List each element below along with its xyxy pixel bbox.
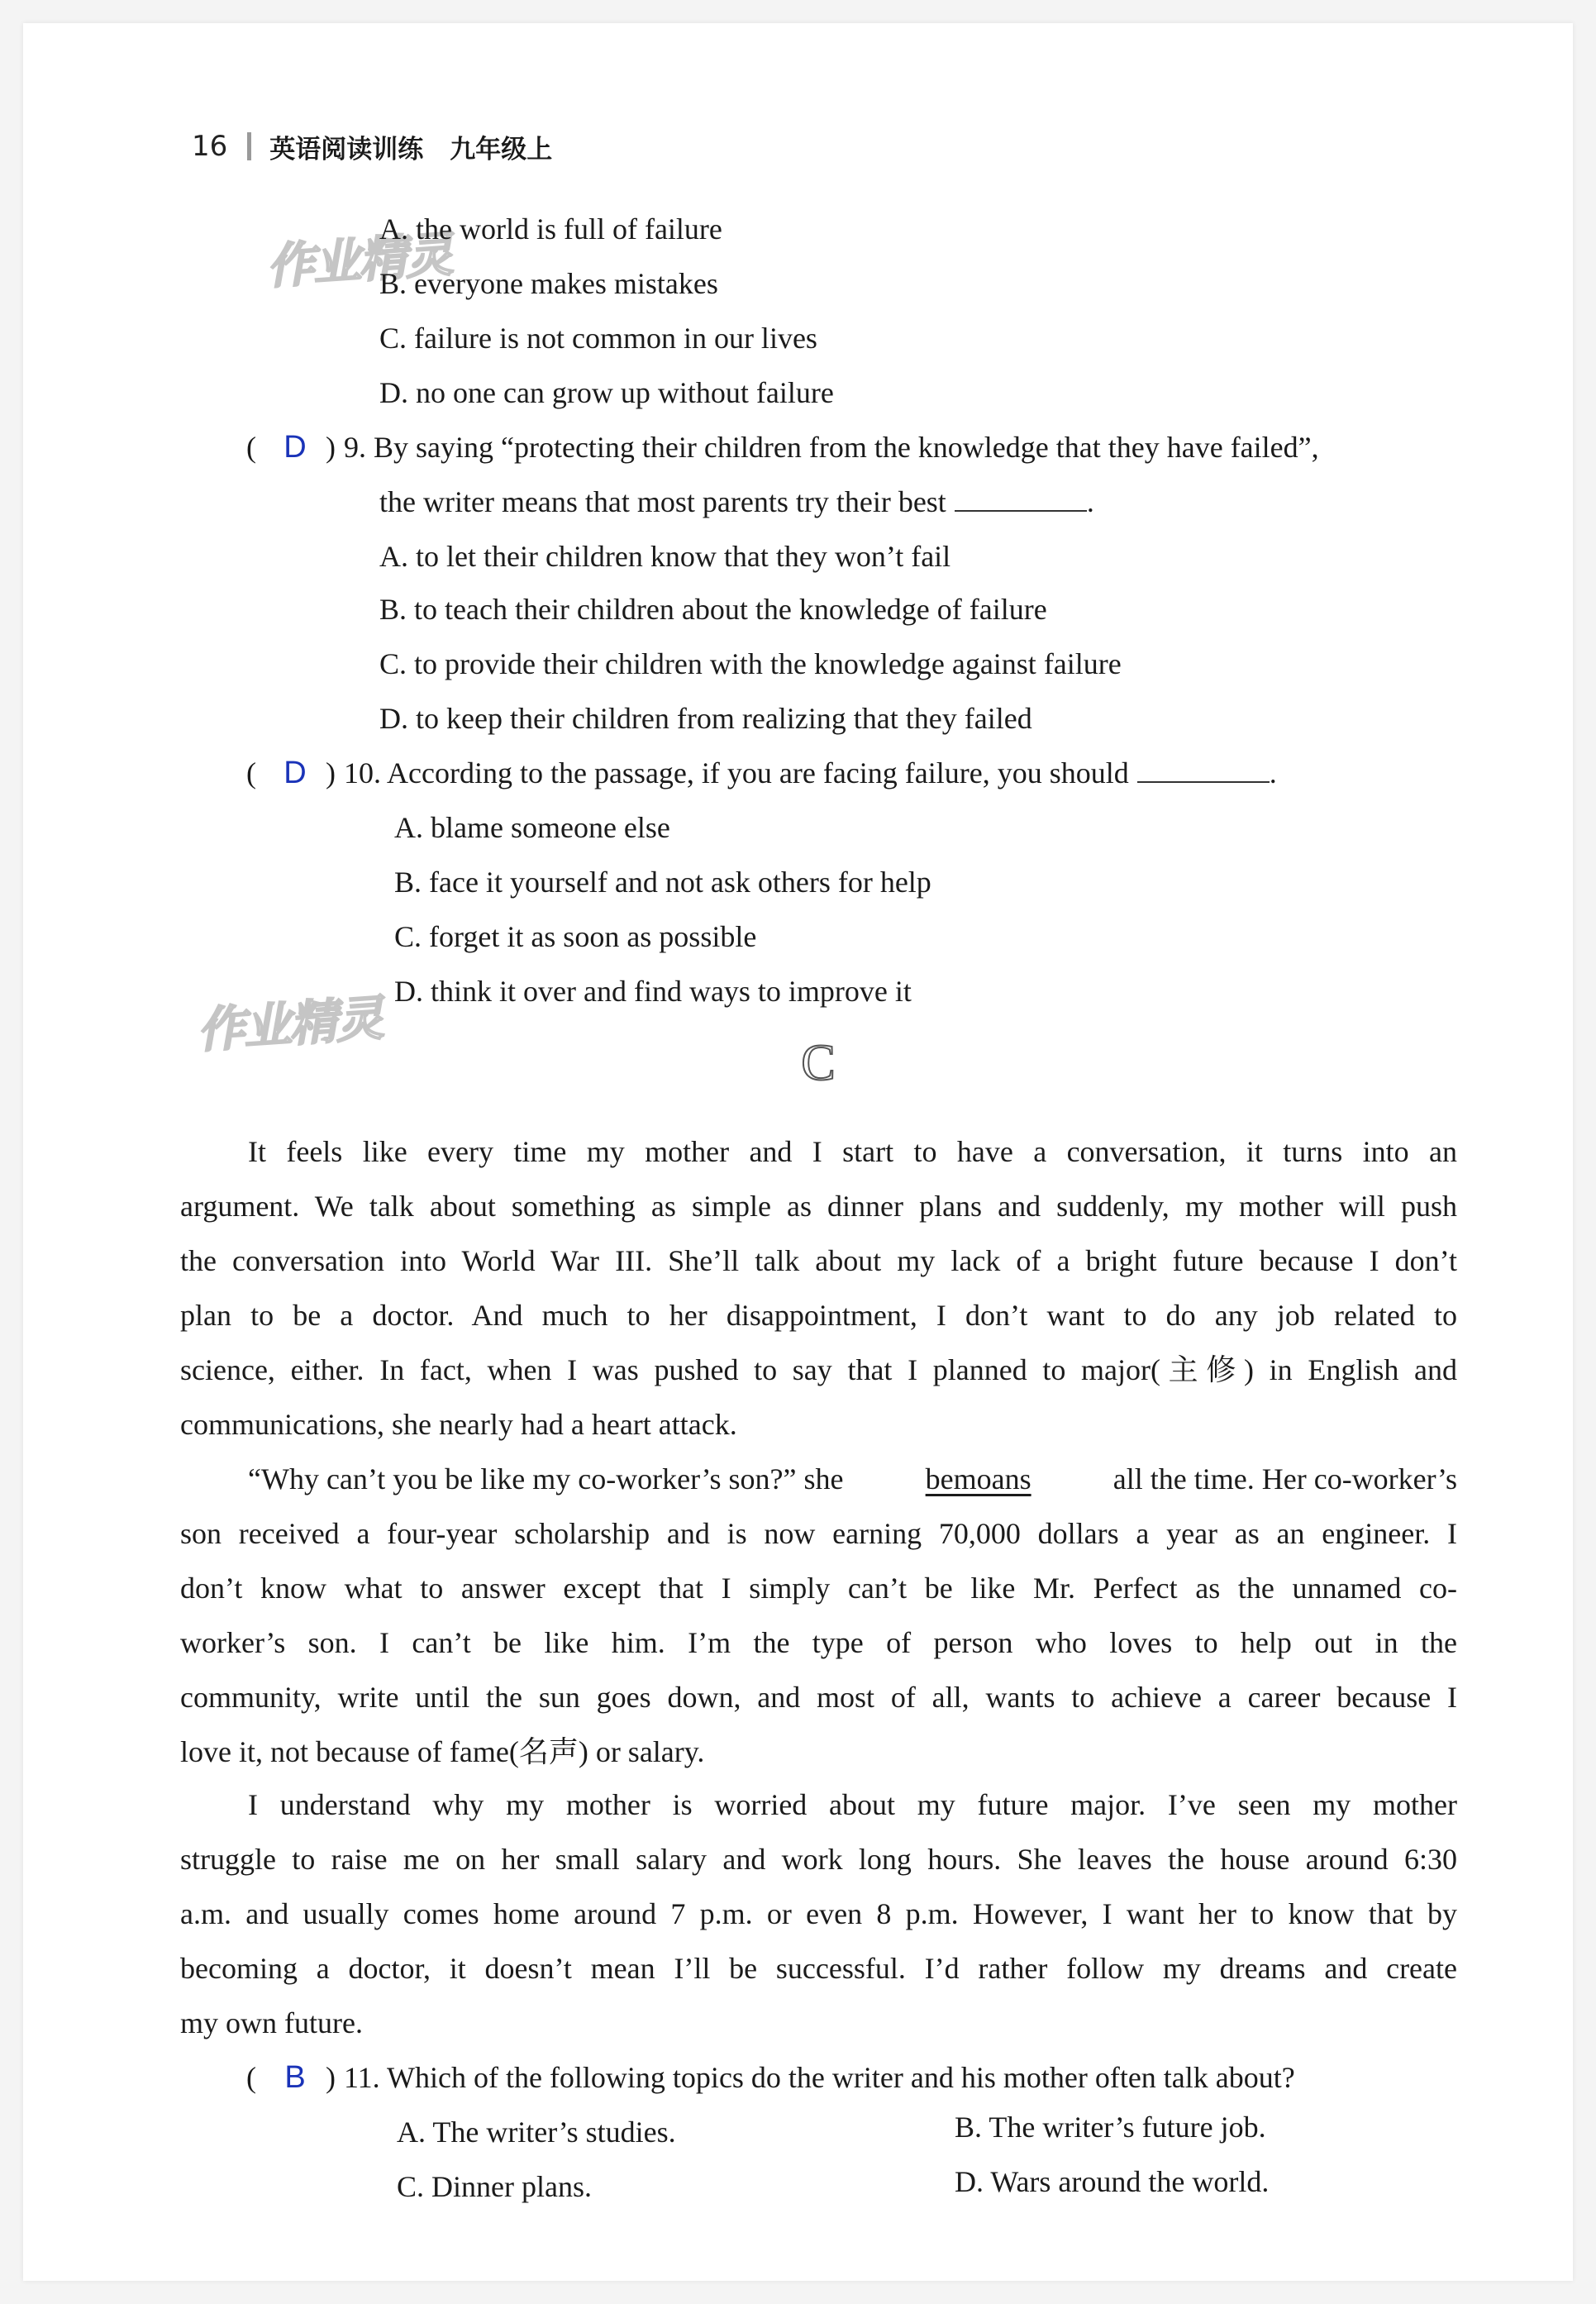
q10-line1-end: . (1269, 756, 1277, 789)
q9-stem (246, 427, 1319, 468)
q8-option-a: A. the world is full of failure (379, 212, 722, 246)
passage-line: community, write until the sun goes down, and most of all, wants to achieve a career because I (180, 1681, 1457, 1714)
page-header (192, 126, 552, 167)
passage-line: I understand why my mother is worried about my future major. I’ve seen my mother (248, 1788, 1457, 1821)
passage-line: the conversation into World War III. She’ll talk about my lack of a bright future because I don’t (180, 1244, 1457, 1277)
q11-stem (246, 2057, 1295, 2098)
q11-option-a: A. The writer’s studies. (397, 2116, 676, 2149)
q9-line2-end: . (1086, 485, 1094, 518)
passage-text: all the time. Her co-worker’s (1112, 1462, 1457, 1495)
q10-option-a: A. blame someone else (394, 811, 670, 844)
q10-text: 10. According to the passage, if you are facing failure, you should (344, 756, 1129, 789)
passage-line (248, 1458, 1457, 1500)
passage-line: plan to be a doctor. And much to her disappointment, I don’t want to do any job related to (180, 1299, 1457, 1332)
passage-line: science, either. In fact, when I was pushed to say that I planned to major(主修) in English and (180, 1353, 1457, 1386)
q10-stem (246, 752, 1277, 794)
q8-option-c: C. failure is not common in our lives (379, 322, 817, 355)
q8-option-b: B. everyone makes mistakes (379, 267, 718, 300)
header-divider (247, 132, 251, 160)
passage-line: son received a four-year scholarship and is now earning 70,000 dollars a year as an engineer. I (180, 1517, 1457, 1550)
q8-option-d: D. no one can grow up without failure (379, 376, 834, 409)
passage-line: struggle to raise me on her small salary and work long hours. She leaves the house around 6:30 (180, 1843, 1457, 1876)
q9-option-b: B. to teach their children about the knowledge of failure (379, 593, 1047, 626)
paren-right: ) (326, 2061, 336, 2094)
q11-answer: B (284, 2060, 306, 2095)
passage-line: communications, she nearly had a heart attack. (180, 1408, 737, 1441)
book-title: 英语阅读训练 (269, 134, 424, 165)
q9-option-d: D. to keep their children from realizing that they failed (379, 702, 1032, 735)
passage-text: “Why can’t you be like my co-worker’s son?” she (248, 1462, 844, 1495)
passage-line: worker’s son. I can’t be like him. I’m the type of person who loves to help out in the (180, 1626, 1457, 1659)
q11-text: 11. Which of the following topics do the writer and his mother often talk about? (344, 2061, 1295, 2094)
q9-text-line2: the writer means that most parents try their best (379, 485, 946, 518)
q10-option-d: D. think it over and find ways to improve it (394, 975, 912, 1008)
underlined-word: bemoans (925, 1462, 1031, 1495)
q9-option-a: A. to let their children know that they won’t fail (379, 540, 951, 573)
answer-blank (955, 484, 1087, 512)
passage-line: a.m. and usually comes home around 7 p.m. or even 8 p.m. However, I want her to know that by (180, 1897, 1457, 1930)
q9-text: 9. By saying “protecting their children from the knowledge that they have failed”, (344, 431, 1319, 464)
watermark: 作业精灵 (195, 990, 384, 1059)
section-c-text: C (801, 1035, 836, 1091)
answer-blank (1137, 755, 1270, 783)
q11-option-d: D. Wars around the world. (955, 2165, 1270, 2198)
q10-answer: D (283, 756, 307, 790)
passage-line: becoming a doctor, it doesn’t mean I’ll be successful. I’d rather follow my dreams and create (180, 1952, 1457, 1985)
paren-left: ( (246, 756, 256, 789)
passage-line: argument. We talk about something as simple as dinner plans and suddenly, my mother will push (180, 1190, 1457, 1223)
watermark: 作业精灵 (264, 226, 454, 295)
q10-option-b: B. face it yourself and not ask others for help (394, 866, 931, 899)
q9-answer: D (283, 430, 307, 465)
q11-option-b: B. The writer’s future job. (955, 2111, 1266, 2144)
passage-text: It feels like every time my mother and I start to have a conversation, it turns into an (248, 1135, 1457, 1168)
paren-right: ) (326, 756, 336, 789)
q9-stem-line2 (379, 481, 1094, 522)
paren-left: ( (246, 2061, 256, 2094)
section-c-label (789, 1033, 847, 1091)
grade-label: 九年级上 (450, 134, 553, 165)
page-number: 16 (192, 130, 228, 163)
paren-right: ) (326, 431, 336, 464)
paren-left: ( (246, 431, 256, 464)
passage-line (180, 1131, 1457, 1172)
q9-option-c: C. to provide their children with the knowledge against failure (379, 647, 1122, 680)
passage-line: my own future. (180, 2006, 363, 2039)
q11-option-c: C. Dinner plans. (397, 2170, 592, 2203)
passage-line: don’t know what to answer except that I simply can’t be like Mr. Perfect as the unnamed co- (180, 1572, 1457, 1605)
q10-option-c: C. forget it as soon as possible (394, 920, 757, 953)
passage-line: love it, not because of fame(名声) or salary. (180, 1735, 705, 1768)
